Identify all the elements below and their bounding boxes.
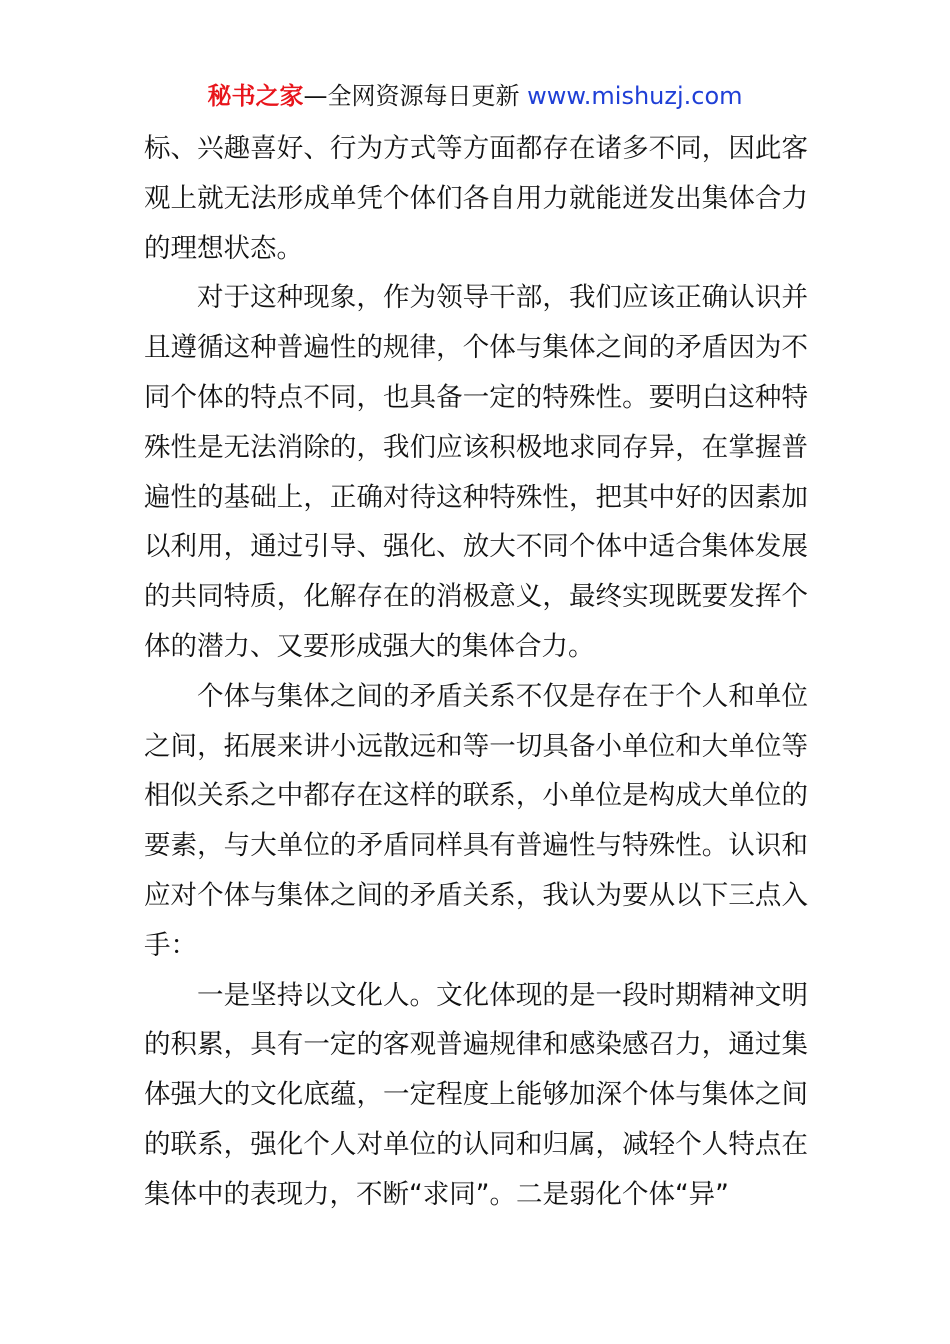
paragraph-2: 对于这种现象，作为领导干部，我们应该正确认识并且遵循这种普遍性的规律，个体与集体之间的矛盾因为不同个体的特点不同，也具备一定的特殊性。要明白这种特殊性是无法消除的，我们应该积极地求同存异，在掌握普遍性的基础上，正确对待这种特殊性，把其中好的因素加以利用，通过引导、强化、放大不同个体中适合集体发展的共同特质，化解存在的消极意义，最终实现既要发挥个体的潜力、又要形成强大的集体合力。 bbox=[144, 282, 808, 662]
paragraph-3: 个体与集体之间的矛盾关系不仅是存在于个人和单位之间，拓展来讲小远散远和等一切具备小单位和大单位等相似关系之中都存在这样的联系，小单位是构成大单位的要素，与大单位的矛盾同样具有普遍性与特殊性。认识和应对个体与集体之间的矛盾关系，我认为要从以下三点入手： bbox=[144, 680, 808, 961]
site-watermark-header bbox=[0, 80, 950, 112]
paragraph-4: 一是坚持以文化人。文化体现的是一段时期精神文明的积累，具有一定的客观普遍规律和感染感召力，通过集体强大的文化底蕴，一定程度上能够加深个体与集体之间的联系，强化个人对单位的认同和归属，减轻个人特点在集体中的表现力，不断“求同”。二是弱化个体“异” bbox=[144, 979, 808, 1210]
site-url: www.mishuzj.com bbox=[527, 82, 743, 110]
site-tagline: —全网资源每日更新 bbox=[303, 82, 528, 110]
site-brand: 秘书之家 bbox=[207, 82, 304, 110]
document-body bbox=[144, 124, 808, 1220]
paragraph-1: 标、兴趣喜好、行为方式等方面都存在诸多不同，因此客观上就无法形成单凭个体们各自用力就能迸发出集体合力的理想状态。 bbox=[144, 133, 808, 264]
